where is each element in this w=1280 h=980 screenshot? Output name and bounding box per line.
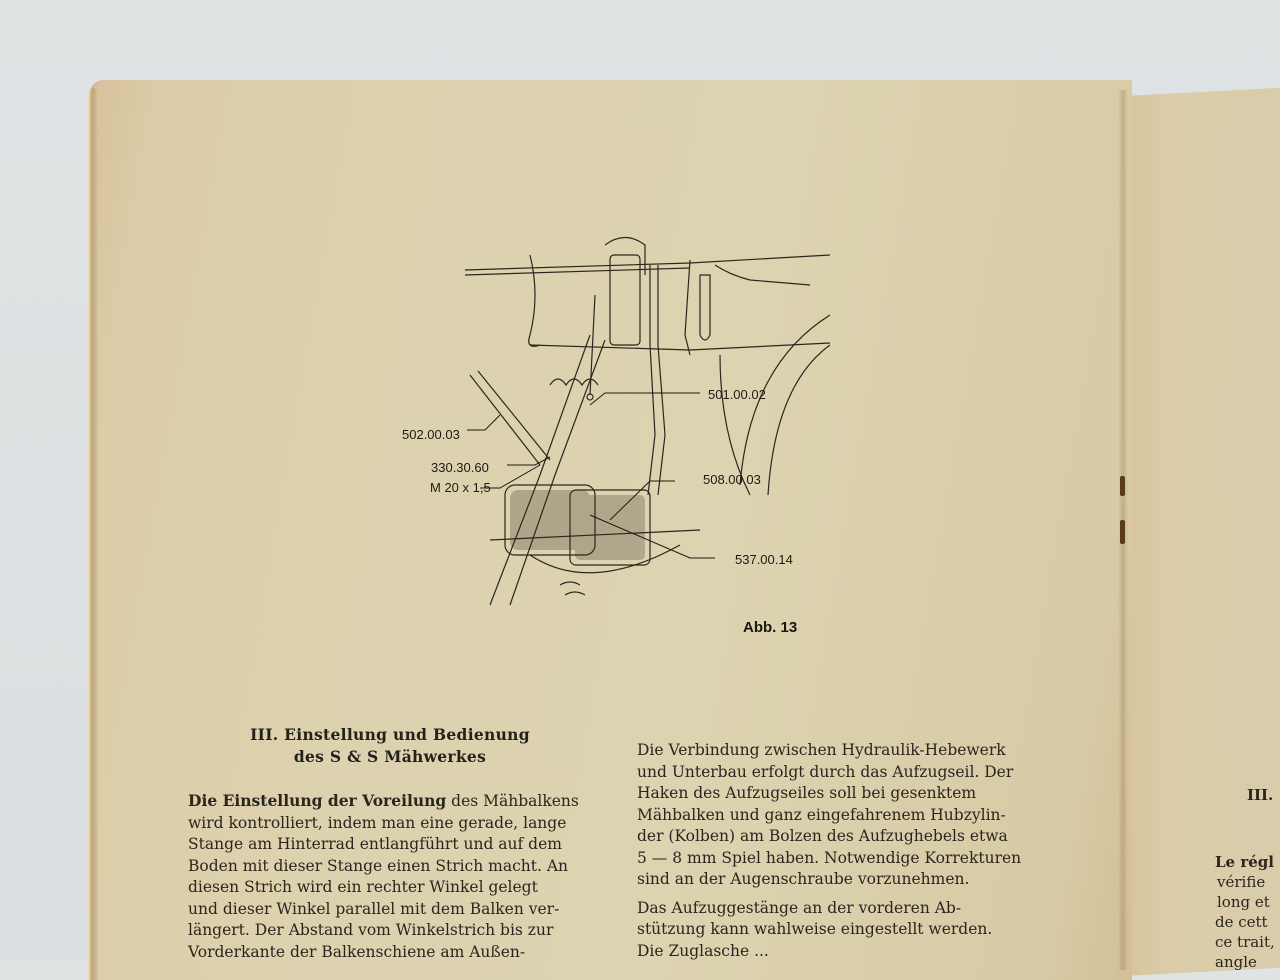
- staple-bottom: [1120, 520, 1125, 544]
- paragraph-line: de cett: [1215, 913, 1268, 931]
- facing-page-text: [1215, 852, 1275, 972]
- callout-508: 508.00.03: [703, 472, 761, 487]
- callout-502: 502.00.03: [402, 427, 460, 442]
- paragraph-2: [637, 898, 1037, 963]
- facing-page-heading: III.: [1247, 786, 1274, 804]
- right-text-column: [637, 740, 1037, 969]
- figure-caption: Abb. 13: [743, 619, 798, 636]
- paragraph-line: wird kontrolliert, indem man eine gerade, lange: [188, 813, 567, 832]
- paragraph-line: Die Einstellung der Voreilung des Mähbalkens: [188, 791, 579, 810]
- callout-501: 501.00.02: [708, 387, 766, 402]
- paragraph-line: der (Kolben) am Bolzen des Aufzughebels etwa: [637, 827, 1008, 845]
- paragraph-line: längert. Der Abstand vom Winkelstrich bis zur: [188, 921, 554, 939]
- callout-m20: M 20 x 1,5: [430, 480, 491, 495]
- facing-page: [1124, 87, 1280, 976]
- paragraph-line: angle: [1215, 953, 1257, 971]
- paragraph-1: [637, 740, 1037, 891]
- paragraph-line: Haken des Aufzugseiles soll bei gesenktem: [637, 784, 977, 802]
- paragraph-line: und dieser Winkel parallel mit dem Balken ver-: [188, 899, 560, 918]
- section-heading-line1: III. Einstellung und Bedienung: [250, 725, 530, 744]
- paragraph-line: Die Verbindung zwischen Hydraulik-Hebewerk: [637, 741, 1006, 759]
- paragraph-line: sind an der Augenschraube vorzunehmen.: [637, 870, 970, 888]
- callout-537: 537.00.14: [735, 552, 793, 567]
- lead-bold-text: Die Einstellung der Voreilung: [188, 791, 447, 810]
- paragraph-line: Stange am Hinterrad entlangführt und auf dem: [188, 835, 562, 853]
- staple-top: [1120, 476, 1125, 496]
- paragraph-line: ce trait,: [1215, 933, 1275, 951]
- paragraph-line: Boden mit dieser Stange einen Strich macht. An: [188, 856, 569, 875]
- paragraph-line: und Unterbau erfolgt durch das Aufzugseil. Der: [637, 762, 1014, 781]
- paragraph-line: vérifie: [1217, 873, 1266, 891]
- paragraph-line: diesen Strich wird ein rechter Winkel gelegt: [188, 878, 538, 896]
- paragraph-line: 5 — 8 mm Spiel haben. Notwendige Korrekturen: [637, 848, 1022, 867]
- section-heading: [200, 724, 580, 768]
- paragraph-line: Mähbalken und ganz eingefahrenem Hubzylin-: [637, 805, 1006, 824]
- facing-lead-bold: Le régl: [1215, 853, 1274, 871]
- paragraph-line: Die Zuglasche ...: [637, 941, 769, 960]
- section-heading-line2: des S & S Mähwerkes: [293, 747, 487, 766]
- paragraph-line: stützung kann wahlweise eingestellt werden.: [637, 920, 993, 938]
- callout-330: 330.30.60: [431, 460, 489, 475]
- paragraph-line: Vorderkante der Balkenschiene am Außen-: [188, 942, 526, 961]
- paragraph-line: Das Aufzuggestänge an der vorderen Ab-: [637, 898, 962, 917]
- paragraph-line: long et: [1217, 893, 1270, 911]
- left-text-column: [188, 790, 593, 963]
